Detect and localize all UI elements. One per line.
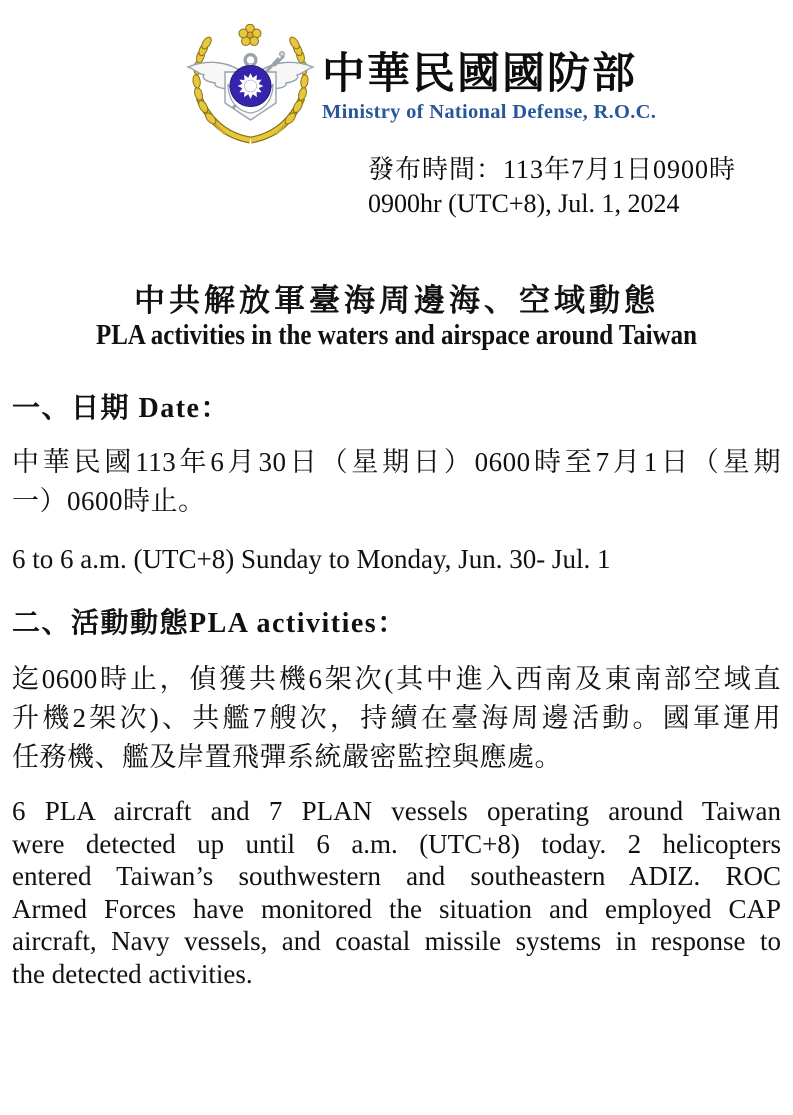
- release-time-block: [368, 153, 736, 221]
- paragraph-line: 升機2架次)、共艦7艘次，持續在臺海周邊活動。國軍運用: [12, 703, 781, 733]
- document-title-en: PLA activities in the waters and airspace around Taiwan: [96, 319, 697, 351]
- paragraph-line: 6 PLA aircraft and 7 PLAN vessels operating around Taiwan: [12, 796, 781, 826]
- paragraph-line: Armed Forces have monitored the situation and employed CAP: [12, 893, 781, 924]
- paragraph-line: entered Taiwan’s southwestern and southeastern ADIZ. ROC: [12, 861, 781, 891]
- release-time-en: 0900hr (UTC+8), Jul. 1, 2024: [368, 189, 680, 218]
- org-name-en: Ministry of National Defense, R.O.C.: [322, 101, 657, 124]
- paragraph-line: 一）0600時止。: [12, 486, 206, 516]
- section1-zh-paragraph: [12, 443, 781, 521]
- release-time-zh: 發布時間：113年7月1日0900時: [368, 155, 737, 184]
- section1-heading: 一、日期 Date：: [12, 393, 230, 424]
- paragraph-line: 任務機、艦及岸置飛彈系統嚴密監控與應處。: [12, 742, 562, 772]
- section2-en-paragraph: [12, 795, 781, 990]
- org-name-zh: 中華民國國防部: [322, 51, 637, 98]
- paragraph-line: were detected up until 6 a.m. (UTC+8) today. 2 helicopters: [12, 828, 781, 859]
- mnd-emblem-icon: [183, 24, 318, 150]
- org-header: [322, 50, 782, 124]
- paragraph-line: 中華民國113年6月30日（星期日）0600時至7月1日（星期: [12, 447, 781, 477]
- white-sun-core: [245, 80, 257, 92]
- section2-zh-paragraph: [12, 660, 781, 777]
- document-title-zh: 中共解放軍臺海周邊海、空域動態: [134, 283, 659, 318]
- paragraph-line: the detected activities.: [12, 958, 253, 989]
- section1-en-paragraph: [12, 543, 781, 576]
- paragraph-line: 迄0600時止，偵獲共機6架次(其中進入西南及東南部空域直: [12, 664, 781, 694]
- section2-heading: 二、活動動態PLA activities：: [12, 608, 407, 639]
- document-title: [0, 282, 793, 352]
- plum-blossom-icon: [239, 24, 261, 45]
- paragraph-line: 6 to 6 a.m. (UTC+8) Sunday to Monday, Jun. 30- Jul. 1: [12, 544, 611, 574]
- paragraph-line: aircraft, Navy vessels, and coastal missile systems in response to: [12, 926, 781, 956]
